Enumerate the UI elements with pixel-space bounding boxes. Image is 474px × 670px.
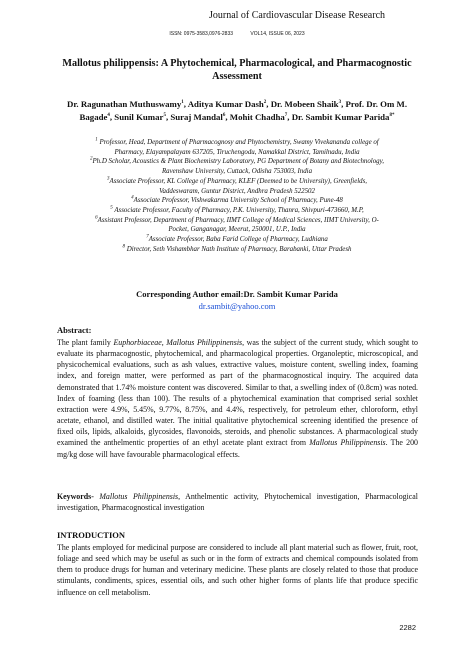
abstract-heading: Abstract: [57, 325, 92, 335]
abstract-text: The plant family Euphorbiaceae, Mallotus Philippinensis, was the subject of the current study, which sought to evaluate its pharmacognostic, phytochemical, and pharmacological properties. Organoleptic, microscopical, and physicochemical evaluations, such as ash values, extractive values, moisture content, swelling index, foaming index, and foreign matter, were performed as part of the pharmacognostical inquiry. The acquired data demonstrated that 1.74% moisture content was discovered. Similar to that, a swelling index of (0.8cm) was noted. Index of foaming (less than 100). The results of a phytochemical examination that comprised serial soxhlet extraction were 4.9%, 5.45%, 9.77%, 8.75%, and 4.4%, respectively, for petroleum ether, chloroform, ethyl acetate, ethanol, and distilled water. The initial qualitative phytochemical screening identified the presence of fixed oils, lipids, alkaloids, glycosides, flavonoids, steroids, and phenolic substances. A pharmacological study examined the anthelmentic properties of an ethyl acetate plant extract from Mallotus Philippinensis. The 200 mg/kg dose will have favourable pharmacological effects. [57, 338, 418, 459]
affiliation-line: $^3$Associate Professor, KL College of Pharmacy, KLEF (Deemed to be University), Greenfields, [106, 176, 368, 185]
affiliation-line: Pocket, Ganganagar, Meerut, 250001, U.P., India [168, 226, 306, 234]
corresponding-author: Corresponding Author email:Dr. Sambit Kumar Parida [136, 289, 338, 299]
journal-header [0, 10, 474, 21]
paper-title: Mallotus philippensis: A Phytochemical, Pharmacological, and Pharmacognostic Assessment [62, 58, 412, 82]
affiliation-line: $^6$Assistant Professor, Department of Pharmacy, IIMT College of Medical Sciences, IIMT University, O- [95, 215, 379, 224]
journal-name: Journal of Cardiovascular Disease Research [208, 10, 386, 21]
affiliation-line: Ravenshaw University, Cuttack, Odisha 753003, India [161, 168, 313, 176]
affiliation-line: $^4$Associate Professor, Vishwakarma University School of Pharmacy, Pune-48 [131, 195, 343, 205]
affiliation-line: $^2$Ph.D Scholar, Acoustics & Plant Biochemistry Laboratory, PG Department of Botany and Biotechnology, [89, 157, 385, 166]
affiliation-line: Pharmacy, Elayampalayam 637205, Tiruchengodu, Namakkal District, Tamilnadu, India [114, 148, 360, 156]
introduction-text: The plants employed for medicinal purpose are considered to include all plant material such as flower, fruit, root, foliage and seed which may be useful as such or in the form of extracts and chemical compounds isolated from them to produce drugs for human and veterinary medicine. These plants are closely related to those that produce stimulants, condiments, spices, essential oils, and such other higher forms of plants life that produce specific influence on cell metabolism. [57, 543, 418, 597]
affiliation-line: $^1$ Professor, Head, Department of Pharmacognosy and Phytochemistry, Swamy Vivekananda college of [95, 137, 379, 146]
volume-issue: VOL14, ISSUE 06, 2023 [250, 31, 305, 37]
affiliation-line: $^7$Associate Professor, Baba Farid College of Pharmacy, Ludhiana [146, 234, 328, 244]
issn-line [0, 31, 474, 37]
affiliation-line: $^8$ Director, Seth Vishambhar Nath Institute of Pharmacy, Barabanki, Uttar Pradesh [122, 244, 352, 253]
author-email-link[interactable]: dr.sambit@yahoo.com [198, 301, 276, 311]
affiliation-line: Vaddeswaram, Guntur District, Andhra Pradesh 522502 [159, 187, 315, 195]
affiliation-line: $^5$ Associate Professor, Faculty of Pharmacy, P.K. University, Thanra, Shivpuri-473660, M.P, [110, 205, 364, 214]
issn: ISSN: 0975-3583,0976-2833 [169, 31, 234, 37]
affiliations [50, 138, 424, 254]
keywords: Keywords- Mallotus Philippinensis, Anthelmentic activity, Phytochemical investigation, Pharmacological investigation, Pharmacognostical investigation [57, 492, 418, 513]
page-number: 2282 [399, 623, 416, 632]
introduction-heading: INTRODUCTION [57, 530, 126, 540]
author-list: Dr. Ragunathan Muthuswamy$^1$, Aditya Kumar Dash$^2$, Dr. Mobeen Shaik$^3$, Prof. Dr. Om M. Bagade$^4$, Sunil Kumar$^5$, Suraj Mandal$^6$, Mohit Chadha$^7$, Dr. Sambit Kumar Parida$^{8*}$ [66, 99, 408, 122]
